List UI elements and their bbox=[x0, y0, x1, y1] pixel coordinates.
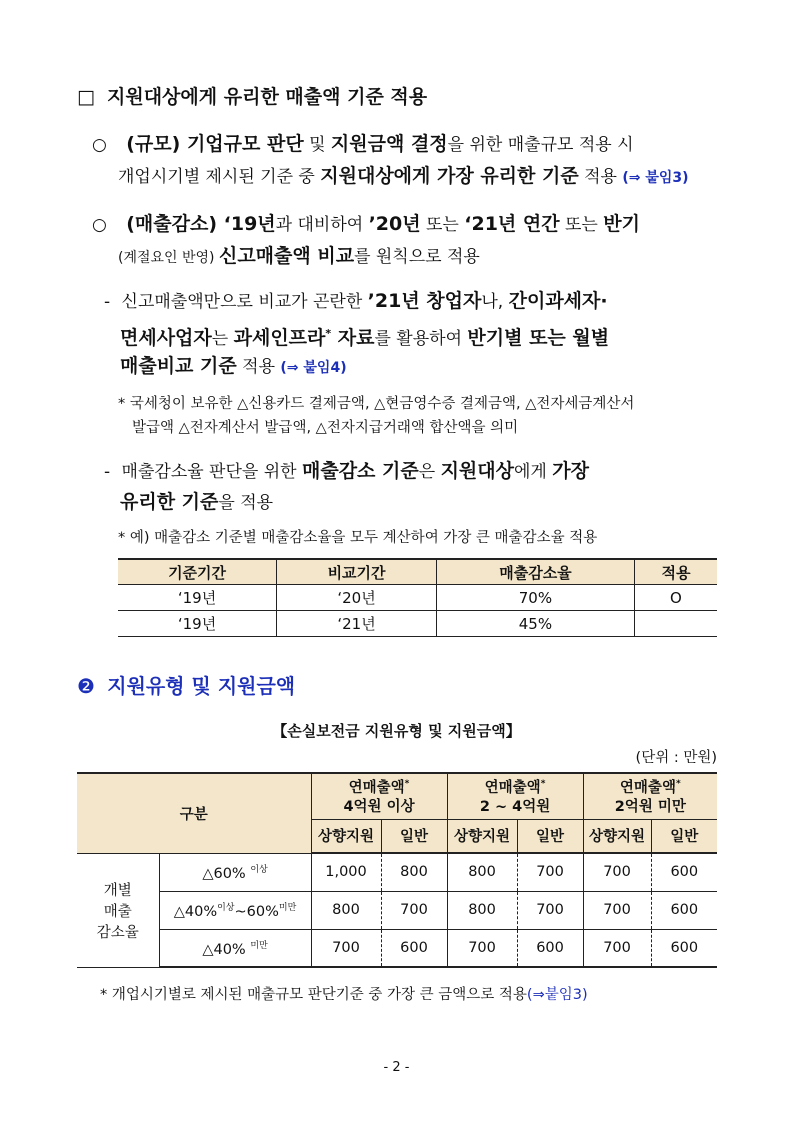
text: 을 적용 bbox=[218, 493, 274, 513]
text: 매출감소 기준 bbox=[301, 460, 419, 482]
item2-label: (매출감소) ‘19년 bbox=[126, 213, 276, 235]
row-label-sup: 미만 bbox=[278, 903, 297, 913]
text: 지원대상에게 가장 유리한 기준 bbox=[320, 165, 579, 187]
item1-line1 bbox=[92, 128, 634, 161]
row-group-label-line: 감소율 bbox=[96, 924, 139, 941]
table-cell: ‘19년 bbox=[118, 585, 277, 611]
text: 과 대비하여 bbox=[275, 215, 369, 235]
group-header-line2: 4억원 이상 bbox=[343, 799, 415, 816]
sub2-line1 bbox=[104, 455, 589, 488]
table-cell: 800 bbox=[381, 853, 447, 891]
table-row bbox=[118, 611, 717, 637]
table-row bbox=[77, 891, 717, 929]
footnote-mark: * bbox=[675, 779, 681, 790]
sub1-line1 bbox=[104, 285, 608, 318]
table-cell: 700 bbox=[583, 853, 651, 891]
row-label bbox=[159, 891, 311, 929]
table-cell: 1,000 bbox=[311, 853, 381, 891]
group-header-line2: 2억원 미만 bbox=[614, 799, 686, 816]
subheader-cell: 일반 bbox=[381, 819, 447, 853]
section-heading bbox=[77, 82, 427, 109]
text: 를 원칙으로 적용 bbox=[354, 247, 480, 267]
text: 지원금액 결정 bbox=[330, 133, 448, 155]
table-cell: 700 bbox=[517, 853, 583, 891]
text: ’21년 창업자 bbox=[367, 290, 482, 312]
row-label-text: △40% bbox=[202, 941, 246, 958]
row-label-text: ~60% bbox=[234, 904, 279, 920]
table-cell: 600 bbox=[651, 891, 717, 929]
table-cell: O bbox=[634, 585, 717, 611]
text: 가장 bbox=[552, 460, 589, 482]
table-cell: 70% bbox=[437, 585, 635, 611]
group-header-line1: 연매출액 bbox=[619, 780, 676, 797]
text: 적용 bbox=[236, 357, 281, 377]
table-cell: 700 bbox=[311, 929, 381, 967]
item2-line1 bbox=[92, 208, 640, 241]
bullet-circle: ○ bbox=[92, 135, 107, 155]
table-cell: 700 bbox=[517, 891, 583, 929]
subheader-cell: 상향지원 bbox=[583, 819, 651, 853]
subheader-cell: 일반 bbox=[517, 819, 583, 853]
column-header: 기준기간 bbox=[118, 559, 277, 585]
appendix-ref: (⇒ 붙임3) bbox=[622, 170, 689, 186]
group-header-line1: 연매출액 bbox=[348, 780, 405, 797]
table-cell: ‘19년 bbox=[118, 611, 277, 637]
table-row bbox=[77, 853, 717, 891]
text: 적용 bbox=[578, 167, 623, 187]
text: 간이과세자· bbox=[508, 290, 608, 312]
text: 을 위한 매출규모 적용 시 bbox=[447, 135, 634, 155]
footnote-mark: * bbox=[540, 779, 546, 790]
appendix-ref: (⇒ 붙임4) bbox=[280, 360, 347, 376]
table-caption: 【손실보전금 지원유형 및 지원금액】 bbox=[272, 722, 521, 740]
text: 개업시기별 제시된 기준 중 bbox=[118, 167, 321, 187]
row-group-label bbox=[77, 853, 159, 967]
group-header-line2: 2 ~ 4억원 bbox=[479, 799, 551, 816]
table-cell: 600 bbox=[517, 929, 583, 967]
subheader-cell: 일반 bbox=[651, 819, 717, 853]
sub2-line2 bbox=[120, 486, 273, 519]
sub1-line3 bbox=[120, 350, 347, 384]
unit-label: (단위 : 만원) bbox=[635, 750, 717, 766]
row-label bbox=[159, 853, 311, 891]
text: 은 bbox=[418, 462, 441, 482]
table-cell bbox=[634, 611, 717, 637]
text: 또는 bbox=[420, 215, 465, 235]
table-cell: 600 bbox=[381, 929, 447, 967]
item1-label: (규모) 기업규모 판단 bbox=[126, 133, 304, 155]
table-cell: 45% bbox=[437, 611, 635, 637]
example-note: * 예) 매출감소 기준별 매출감소율을 모두 계산하여 가장 큰 매출감소율 적용 bbox=[118, 530, 598, 546]
dash-bullet: - bbox=[104, 292, 111, 312]
text: 면세사업자 bbox=[120, 327, 212, 349]
footnote-line2: 발급액 △전자계산서 발급액, △전자지급거래액 합산액을 의미 bbox=[132, 420, 519, 436]
text: 및 bbox=[303, 135, 331, 155]
text: 에게 bbox=[513, 462, 553, 482]
item1-line2 bbox=[118, 160, 689, 194]
footnote-text: * 개업시기별로 제시된 매출규모 판단기준 중 가장 큰 금액으로 적용 bbox=[100, 987, 527, 1003]
table-cell: 800 bbox=[447, 891, 517, 929]
text: 지원대상 bbox=[440, 460, 514, 482]
page-number: - 2 - bbox=[383, 1060, 410, 1075]
column-header: 비교기간 bbox=[277, 559, 437, 585]
number-two-icon: ❷ bbox=[77, 674, 95, 698]
table-cell: 700 bbox=[583, 929, 651, 967]
row-label-text: △60% bbox=[202, 866, 246, 882]
text: 는 bbox=[211, 329, 234, 349]
text: (계절요인 반영) bbox=[118, 250, 219, 266]
footnote-mark: * bbox=[404, 779, 410, 790]
row-label bbox=[159, 929, 311, 967]
table-cell: 600 bbox=[651, 929, 717, 967]
corner-header: 구분 bbox=[77, 773, 311, 853]
table-header-row bbox=[118, 559, 717, 585]
bullet-circle: ○ bbox=[92, 215, 107, 235]
row-group-label-line: 개별 bbox=[103, 882, 132, 899]
text: 자료 bbox=[331, 327, 375, 349]
text: 반기별 또는 월별 bbox=[467, 327, 610, 349]
appendix-ref: (⇒붙임3) bbox=[526, 987, 588, 1003]
section-title: 지원대상에게 유리한 매출액 기준 적용 bbox=[107, 86, 428, 108]
row-label-text: △40% bbox=[173, 904, 218, 920]
text: 반기 bbox=[603, 213, 640, 235]
compare-table bbox=[118, 558, 717, 637]
text: 신고매출액만으로 비교가 곤란한 bbox=[121, 292, 368, 312]
text: 또는 bbox=[559, 215, 604, 235]
table-cell: 700 bbox=[583, 891, 651, 929]
row-label-sup: 이상 bbox=[217, 903, 235, 913]
group-header bbox=[447, 773, 583, 819]
text: 나, bbox=[481, 292, 509, 312]
subheader-cell: 상향지원 bbox=[311, 819, 381, 853]
text: 매출비교 기준 bbox=[120, 355, 237, 377]
section-title: 지원유형 및 지원금액 bbox=[107, 674, 296, 698]
footnote-mark: * bbox=[325, 327, 332, 340]
table-row bbox=[77, 929, 717, 967]
text: 신고매출액 비교 bbox=[218, 245, 355, 267]
text: 유리한 기준 bbox=[120, 491, 219, 513]
table-header-row bbox=[77, 773, 717, 819]
table-cell: 600 bbox=[651, 853, 717, 891]
text: 매출감소율 판단을 위한 bbox=[121, 462, 302, 482]
table-cell: 700 bbox=[381, 891, 447, 929]
row-group-label-line: 매출 bbox=[103, 903, 132, 920]
table-footnote bbox=[100, 983, 588, 1007]
table-cell: ‘21년 bbox=[277, 611, 437, 637]
table-cell: 800 bbox=[311, 891, 381, 929]
group-header bbox=[311, 773, 447, 819]
column-header: 적용 bbox=[634, 559, 717, 585]
text: 를 활용하여 bbox=[374, 329, 468, 349]
item2-line2 bbox=[118, 240, 480, 274]
table-cell: ‘20년 bbox=[277, 585, 437, 611]
checkbox-icon: □ bbox=[77, 86, 95, 108]
subheader-cell: 상향지원 bbox=[447, 819, 517, 853]
dash-bullet: - bbox=[104, 462, 111, 482]
group-header bbox=[583, 773, 717, 819]
row-label-sup: 미만 bbox=[250, 940, 268, 951]
group-header-line1: 연매출액 bbox=[484, 780, 541, 797]
text: 과세인프라 bbox=[233, 327, 326, 349]
table-cell: 700 bbox=[447, 929, 517, 967]
table-row bbox=[118, 585, 717, 611]
section2-heading bbox=[77, 670, 295, 699]
row-label-sup: 이상 bbox=[250, 865, 268, 875]
table-cell: 800 bbox=[447, 853, 517, 891]
footnote-line1: * 국세청이 보유한 △신용카드 결제금액, △현금영수증 결제금액, △전자세금계산서 bbox=[118, 396, 635, 412]
text: ‘21년 연간 bbox=[464, 213, 560, 235]
column-header: 매출감소율 bbox=[437, 559, 635, 585]
support-amount-table bbox=[77, 772, 717, 968]
text: ’20년 bbox=[368, 213, 421, 235]
